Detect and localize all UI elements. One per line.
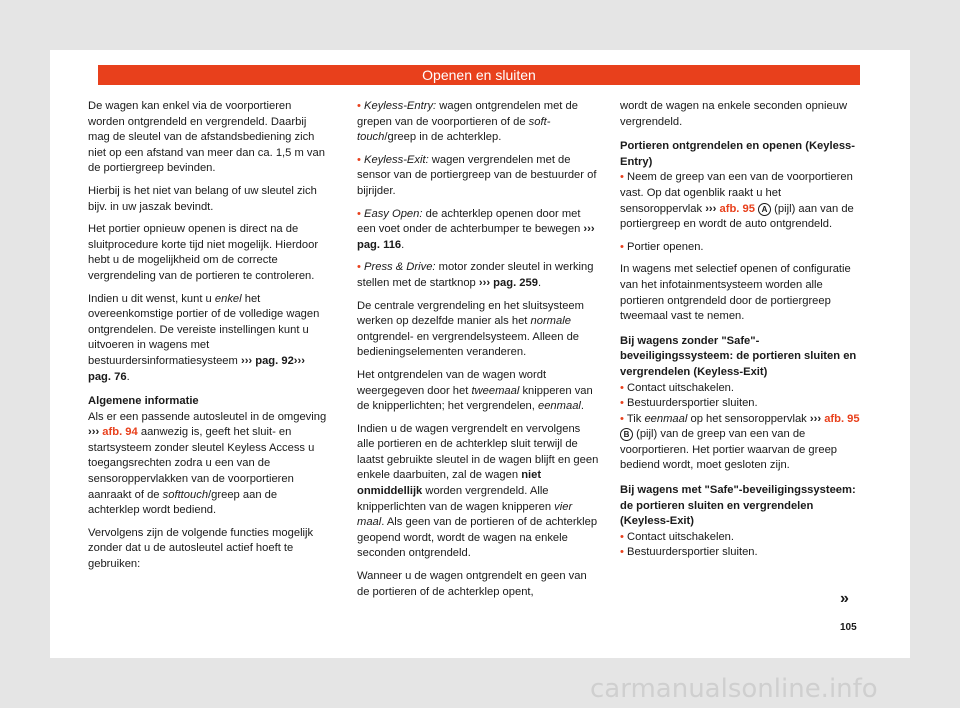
subheading: Bij wagens zonder "Safe"-beveiligingssysteem: de portieren sluiten en vergrendelen (Keyless-Exit) xyxy=(620,334,857,378)
paragraph: In wagens met selectief openen of configuratie van het infotainmentsysteem worden alle portieren ontgrendeld door de portiergreep tweemaal vast te nemen. xyxy=(620,263,851,323)
figure-reference-link[interactable]: afb. 94 xyxy=(102,426,138,439)
bullet-icon: • xyxy=(357,100,361,112)
bullet-icon: • xyxy=(620,546,624,559)
text-column-3 xyxy=(620,99,862,561)
paragraph: Vervolgens zijn de volgende functies mogelijk zonder dat u de autosleutel actief hoeft te gebruiken: xyxy=(88,526,314,571)
bullet-icon: • xyxy=(357,207,361,220)
subheading: Bij wagens met "Safe"-beveiligingssysteem: de portieren sluiten en vergrendelen (Keyless-Exit) xyxy=(620,484,856,528)
callout-b-icon: B xyxy=(620,428,633,441)
bullet-item: • Tik eenmaal op het sensoroppervlak ››› afb. 95 B (pijl) van de greep van een van de voorportieren. Het portier waarvan de greep bediend wordt, moet gesloten zijn. xyxy=(620,412,860,472)
bullet-icon: • xyxy=(620,412,624,425)
continued-icon: » xyxy=(840,590,849,607)
section-header: Openen en sluiten xyxy=(98,65,860,85)
page-reference-link[interactable]: ››› pag. 259 xyxy=(478,276,538,289)
bullet-item: • Bestuurdersportier sluiten. xyxy=(620,397,758,410)
bullet-icon: • xyxy=(620,530,624,543)
bullet-item: • Portier openen. xyxy=(620,240,704,253)
bullet-item: • Contact uitschakelen. xyxy=(620,530,734,543)
figure-reference-link[interactable]: afb. 95 xyxy=(824,412,860,425)
text-column-2 xyxy=(357,99,599,607)
watermark: carmanualsonline.info xyxy=(590,674,878,704)
page-number: 105 xyxy=(840,622,857,633)
bullet-item: • Keyless-Exit: wagen vergrendelen met de sensor van de portiergreep van de bestuurder of bijrijder. xyxy=(357,153,597,197)
bullet-icon: • xyxy=(620,240,624,253)
text-column-1 xyxy=(88,99,330,580)
bullet-item: • Neem de greep van een van de voorportieren vast. Op dat ogenblik raakt u het sensoroppervlak ››› afb. 95 A (pijl) aan van de portiergreep en wordt de auto ontgrendeld. xyxy=(620,171,854,231)
bullet-icon: • xyxy=(357,153,361,166)
paragraph: Indien u dit wenst, kunt u enkel het overeenkomstige portier of de volledige wagen ontgrendelen. De vereiste instellingen kunt u uitvoeren in wagens met bestuurdersinformatiesysteem ››› pag. 92››› pag. 76. xyxy=(88,292,320,383)
bullet-item: • Contact uitschakelen. xyxy=(620,381,734,394)
paragraph: Hierbij is het niet van belang of uw sleutel zich bijv. in uw jaszak bevindt. xyxy=(88,184,317,213)
page-reference-link[interactable]: ››› pag. 116 xyxy=(357,223,595,251)
bullet-icon: • xyxy=(357,261,361,274)
paragraph: Wanneer u de wagen ontgrendelt en geen van de portieren of de achterklep opent, xyxy=(357,570,587,598)
paragraph: Het portier opnieuw openen is direct na de sluitprocedure korte tijd niet mogelijk. Hierdoor hebt u de mogelijkheid om de correcte vergrendeling van de portieren te controleren. xyxy=(88,223,319,282)
paragraph: De centrale vergrendeling en het sluitsysteem werken op dezelfde manier als het normale ontgrendel- en vergrendelsysteem. Alleen de bedieningselementen veranderen. xyxy=(357,299,584,359)
bullet-icon: • xyxy=(620,171,624,184)
bullet-item: • Bestuurdersportier sluiten. xyxy=(620,546,758,559)
subheading: Portieren ontgrendelen en openen (Keyless-Entry) xyxy=(620,140,855,168)
paragraph: Het ontgrendelen van de wagen wordt weergegeven door het tweemaal knipperen van de knipperlichten; het vergrendelen, eenmaal. xyxy=(357,368,593,413)
paragraph: Indien u de wagen vergrendelt en vervolgens alle portieren en de achterklep sluit terwijl de laatst gebruikte sleutel in de wagen blijft en geen enkele daarbuiten, zal de wagen niet onmiddellijk worden vergrendeld. Alle knipperlichten van de wagen knipperen vier maal. Als geen van de portieren of de achterklep geopend wordt, wordt de wagen na enkele seconden ontgrendeld. xyxy=(357,422,599,560)
subheading: Algemene informatie xyxy=(88,395,199,408)
bullet-item: • Easy Open: de achterklep openen door met een voet onder de achterbumper te bewegen ››› pag. 116. xyxy=(357,207,595,251)
paragraph: Als er een passende autosleutel in de omgeving ››› afb. 94 aanwezig is, geeft het sluit- en startsysteem zonder sleutel Keyless Access u toegangsrechten zodra u een van de sensoroppervlakken van de voorportieren aanraakt of de softtouch/greep aan de achterklep wordt bediend. xyxy=(88,410,327,517)
paragraph: De wagen kan enkel via de voorportieren worden ontgrendeld en vergrendeld. Daarbij mag de sleutel van de afstandsbediening zich niet op een afstand van meer dan ca. 1,5 m van de portiergreep bevinden. xyxy=(88,100,325,175)
figure-reference-link[interactable]: afb. 95 xyxy=(719,202,755,215)
callout-a-icon: A xyxy=(758,203,771,216)
page-reference-link[interactable]: ››› pag. 92››› pag. 76 xyxy=(88,354,305,383)
bullet-icon: • xyxy=(620,397,624,410)
bullet-item: • Press & Drive: motor zonder sleutel in werking stellen met de startknop ››› pag. 259. xyxy=(357,261,594,289)
bullet-icon: • xyxy=(620,381,624,394)
paragraph: wordt de wagen na enkele seconden opnieuw vergrendeld. xyxy=(620,100,848,128)
manual-page xyxy=(50,50,910,658)
bullet-item: • Keyless-Entry: wagen ontgrendelen met de grepen van de voorportieren of de soft-touch/greep in de achterklep. xyxy=(357,100,578,144)
